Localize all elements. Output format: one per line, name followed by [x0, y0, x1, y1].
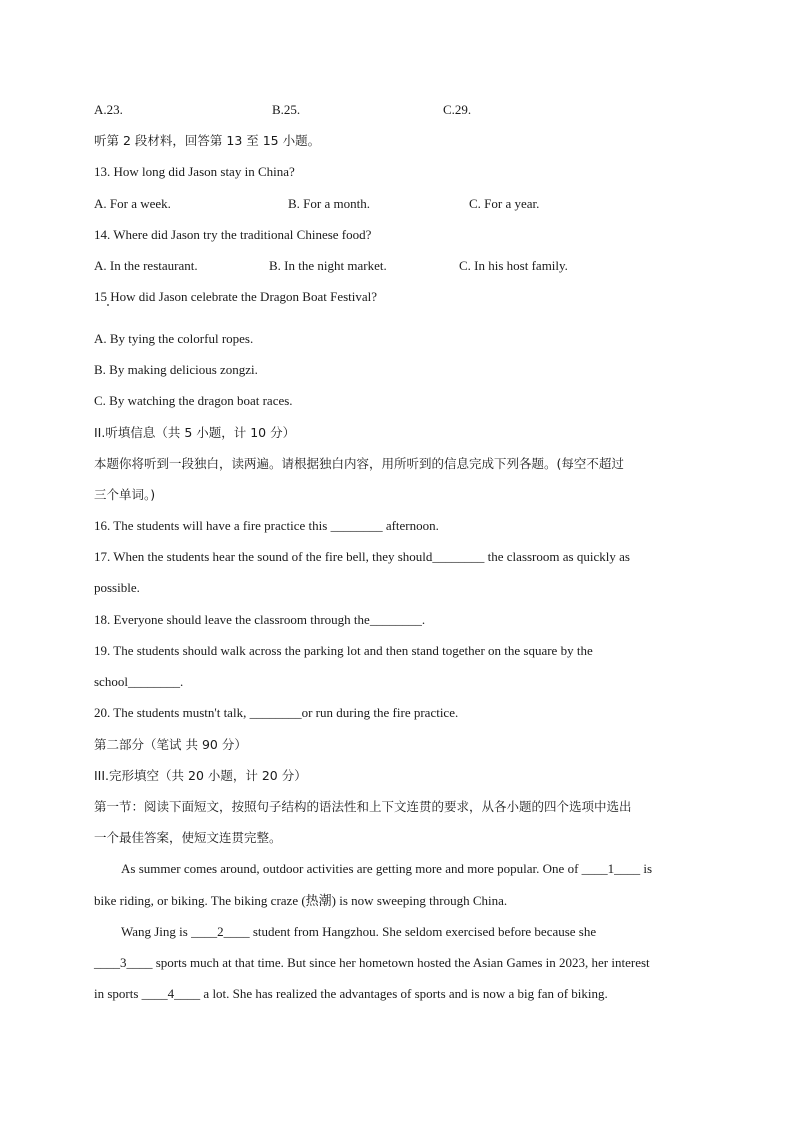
passage-line5: in sports ____4____ a lot. She has realized the advantages of sports and is now a big fan of biking. [94, 986, 608, 1001]
section2-intro: 听第 2 段材料，回答第 13 至 15 小题。 [94, 133, 321, 148]
q15-option-c: C. By watching the dragon boat races. [94, 393, 293, 408]
section1-instructions-line2: 一个最佳答案，使短文连贯完整。 [94, 830, 282, 845]
q13-option-b: B. For a month. [288, 196, 370, 211]
passage-line4: ____3____ sports much at that time. But since her hometown hosted the Asian Games in 2023, her interest [94, 955, 650, 970]
q14-option-a: A. In the restaurant. [94, 258, 198, 273]
q20: 20. The students mustn't talk, ________or run during the fire practice. [94, 705, 459, 720]
passage-line3: Wang Jing is ____2____ student from Hangzhou. She seldom exercised before because she [121, 924, 597, 939]
passage-line2: bike riding, or biking. The biking craze (热潮) is now sweeping through China. [94, 893, 508, 908]
q15-stem: 15 How did Jason celebrate the Dragon Boat Festival? [94, 289, 378, 304]
q13-option-c: C. For a year. [469, 196, 540, 211]
passage-line1: As summer comes around, outdoor activities are getting more and more popular. One of ____1____ is [121, 861, 653, 876]
q12-option-c: C.29. [443, 102, 472, 117]
q13-option-a: A. For a week. [94, 196, 171, 211]
q19-line2: school________. [94, 674, 184, 689]
q18: 18. Everyone should leave the classroom through the________. [94, 612, 426, 627]
q12-option-b: B.25. [272, 102, 301, 117]
section1-instructions-line1: 第一节：阅读下面短文，按照句子结构的语法性和上下文连贯的要求，从各小题的四个选项中选出 [94, 799, 632, 814]
q15-option-b: B. By making delicious zongzi. [94, 362, 258, 377]
q16: 16. The students will have a fire practice this ________ afternoon. [94, 518, 439, 533]
q14-stem: 14. Where did Jason try the traditional Chinese food? [94, 227, 372, 242]
written-part-heading: 第二部分（笔试 共 90 分） [94, 737, 247, 752]
part3-heading: III.完形填空（共 20 小题，计 20 分） [94, 768, 307, 783]
q17-line2: possible. [94, 580, 140, 595]
part2-heading: II.听填信息（共 5 小题，计 10 分） [94, 425, 296, 440]
q12-option-a: A.23. [94, 102, 123, 117]
q17-line1: 17. When the students hear the sound of the fire bell, they should________ the classroom as quickly as [94, 549, 630, 564]
stray-dot [107, 304, 109, 306]
q14-option-b: B. In the night market. [269, 258, 387, 273]
q13-stem: 13. How long did Jason stay in China? [94, 164, 295, 179]
q19-line1: 19. The students should walk across the parking lot and then stand together on the square by the [94, 643, 593, 658]
q14-option-c: C. In his host family. [459, 258, 568, 273]
part2-instructions-line1: 本题你将听到一段独白，读两遍。请根据独白内容，用所听到的信息完成下列各题。(每空不超过 [94, 456, 624, 471]
part2-instructions-line2: 三个单词。) [94, 487, 156, 502]
q15-option-a: A. By tying the colorful ropes. [94, 331, 254, 346]
